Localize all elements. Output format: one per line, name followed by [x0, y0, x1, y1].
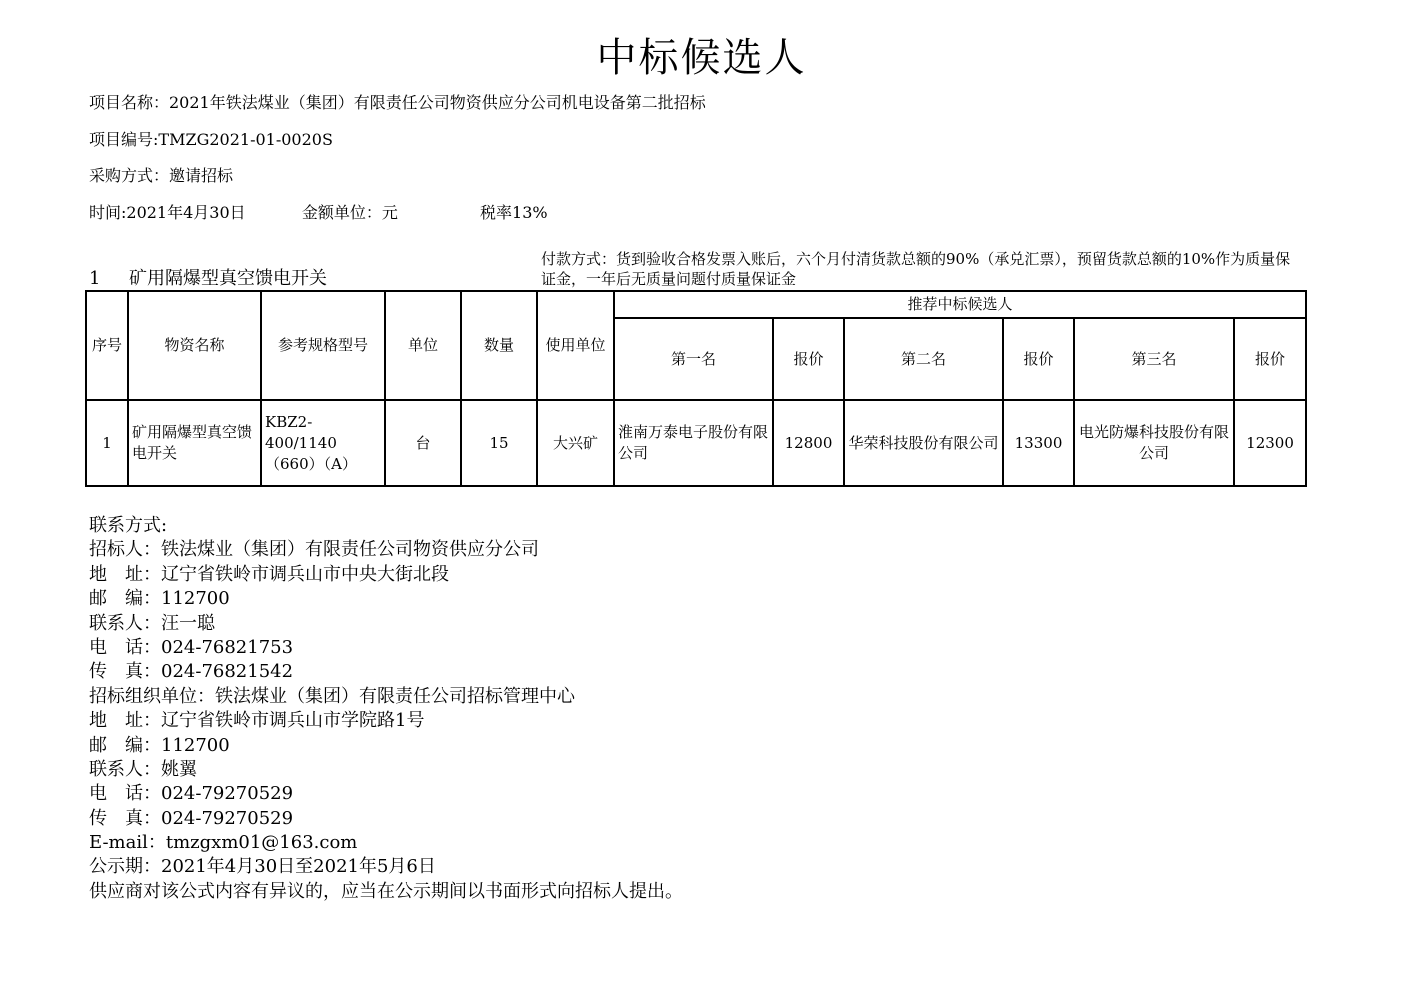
contact-heading: 联系方式: [89, 515, 168, 536]
tax-rate: 税率13% [480, 203, 548, 222]
project-name: 项目名称：2021年铁法煤业（集团）有限责任公司物资供应分公司机电设备第二批招标 [89, 93, 706, 112]
contact-line: 邮 编：112700 [89, 734, 230, 756]
purchase-method: 采购方式：邀请招标 [89, 166, 234, 185]
contact-line: 联系人：汪一聪 [89, 612, 215, 634]
contact-line: 传 真：024-76821542 [89, 661, 294, 683]
candidate-table [85, 290, 1307, 487]
project-number: 项目编号:TMZG2021-01-0020S [89, 130, 333, 149]
contact-line: 公示期：2021年4月30日至2021年5月6日 [89, 856, 436, 878]
header-recommend: 推荐中标候选人 [614, 291, 1306, 318]
contact-line: 招标人：铁法煤业（集团）有限责任公司物资供应分公司 [89, 539, 539, 561]
header-spec: 参考规格型号 [261, 291, 385, 400]
header-first: 第一名 [614, 318, 773, 400]
contact-line: 地 址：辽宁省铁岭市调兵山市中央大街北段 [89, 563, 449, 585]
header-third: 第三名 [1074, 318, 1234, 400]
header-price1: 报价 [773, 318, 844, 400]
section-number: 1 [89, 268, 101, 289]
cell-second: 华荣科技股份有限公司 [844, 400, 1003, 486]
cell-material: 矿用隔爆型真空馈电开关 [128, 400, 261, 486]
cell-price1: 12800 [773, 400, 844, 486]
contact-line: 供应商对该公式内容有异议的，应当在公示期间以书面形式向招标人提出。 [89, 880, 683, 902]
contact-block [89, 514, 683, 904]
section-heading [89, 267, 327, 291]
bid-date: 时间:2021年4月30日 [89, 203, 246, 222]
table-header-row [86, 291, 1306, 318]
header-price3: 报价 [1234, 318, 1306, 400]
contact-line: 电 话：024-79270529 [89, 783, 294, 805]
contact-line: 邮 编：112700 [89, 588, 230, 610]
header-unit: 单位 [385, 291, 461, 400]
contact-line: 地 址：辽宁省铁岭市调兵山市学院路1号 [89, 710, 425, 732]
header-qty: 数量 [461, 291, 537, 400]
cell-price2: 13300 [1003, 400, 1074, 486]
contact-line: 电 话：024-76821753 [89, 636, 294, 658]
header-material: 物资名称 [128, 291, 261, 400]
currency-unit: 金额单位：元 [301, 203, 398, 222]
contact-line: E-mail：tmzgxm01@163.com [89, 832, 358, 854]
cell-unit: 台 [385, 400, 461, 486]
contact-line: 招标组织单位：铁法煤业（集团）有限责任公司招标管理中心 [89, 685, 575, 707]
cell-spec: KBZ2-400/1140（660）（A） [261, 400, 385, 486]
contact-line: 联系人：姚翼 [89, 758, 197, 780]
header-user-unit: 使用单位 [537, 291, 614, 400]
table-row [86, 400, 1306, 486]
cell-first: 淮南万泰电子股份有限公司 [614, 400, 773, 486]
header-second: 第二名 [844, 318, 1003, 400]
page-title: 中标候选人 [596, 35, 807, 81]
cell-price3: 12300 [1234, 400, 1306, 486]
cell-third: 电光防爆科技股份有限公司 [1074, 400, 1234, 486]
meta-row [89, 202, 548, 224]
header-price2: 报价 [1003, 318, 1074, 400]
cell-qty: 15 [461, 400, 537, 486]
contact-line: 传 真：024-79270529 [89, 807, 294, 829]
cell-user-unit: 大兴矿 [537, 400, 614, 486]
section-name: 矿用隔爆型真空馈电开关 [129, 268, 327, 289]
cell-index: 1 [86, 400, 128, 486]
header-index: 序号 [86, 291, 128, 400]
payment-terms: 付款方式：货到验收合格发票入账后，六个月付清货款总额的90%（承兑汇票），预留货款总额的10%作为质量保证金，一年后无质量问题付质量保证金 [541, 250, 1291, 288]
